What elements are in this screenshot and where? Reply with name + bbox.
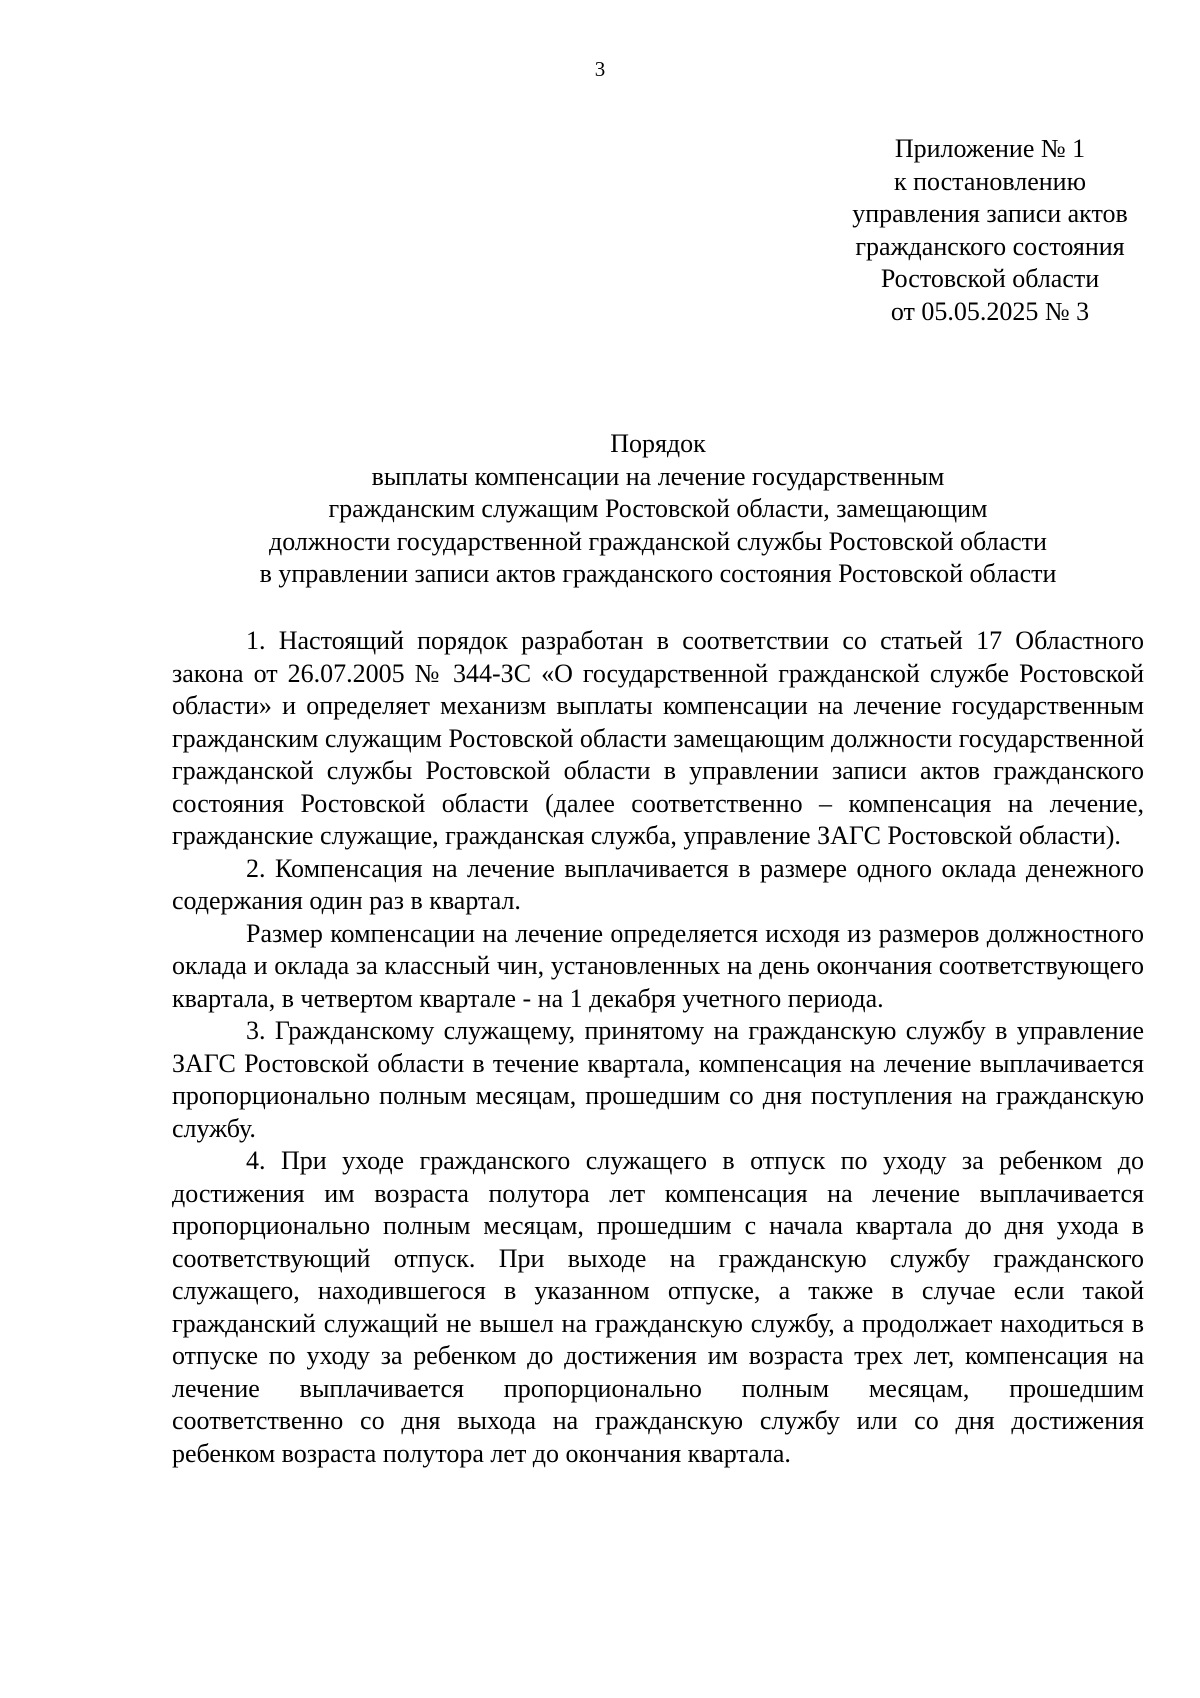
title-line: должности государственной гражданской службы Ростовской области <box>269 526 1047 556</box>
paragraph-2: 2. Компенсация на лечение выплачивается в размере одного оклада денежного содержания один раз в квартал. <box>172 853 1144 915</box>
appendix-line: Приложение № 1 <box>894 134 1086 163</box>
paragraph-1: 1. Настоящий порядок разработан в соответствии со статьей 17 Областного закона от 26.07.2005 № 344-ЗС «О государственной гражданской службе Ростовской области» и определяет механизм выплаты компенсации на лечение государственным гражданским служащим Ростовской области замещающим должности государственной гражданской службы Ростовской области в управлении записи актов гражданского состояния Ростовской области (далее соответственно – компенсация на лечение, гражданские служащие, гражданская служба, управление ЗАГС Ростовской области). <box>172 626 1144 850</box>
page-number: 3 <box>594 57 606 81</box>
title-line: выплаты компенсации на лечение государственным <box>371 461 945 491</box>
paragraph-4: 4. При уходе гражданского служащего в отпуск по уходу за ребенком до достижения им возраста полутора лет компенсация на лечение выплачивается пропорционально полным месяцам, прошедшим с начала квартала до дня ухода в соответствующий отпуск. При выходе на гражданскую службу гражданского служащего, находившегося в указанном отпуске, а также в случае если такой гражданский служащий не вышел на гражданскую службу, а продолжает находиться в отпуске по уходу за ребенком до достижения им возраста трех лет, компенсация на лечение выплачивается пропорционально полным месяцам, прошедшим соответственно со дня выхода на гражданскую службу или со дня достижения ребенком возраста полутора лет до окончания квартала. <box>172 1146 1144 1468</box>
appendix-line: к постановлению <box>893 166 1087 196</box>
title-line: гражданским служащим Ростовской области, замещающим <box>328 494 988 523</box>
paragraph-3: 3. Гражданскому служащему, принятому на гражданскую службу в управление ЗАГС Ростовской области в течение квартала, компенсация на лечение выплачивается пропорционально полным месяцам, прошедшим со дня поступления на гражданскую службу. <box>172 1016 1144 1143</box>
document-title <box>172 428 1144 591</box>
paragraph-2-continued: Размер компенсации на лечение определяется исходя из размеров должностного оклада и оклада за классный чин, установленных на день окончания соответствующего квартала, в четвертом квартале - на 1 декабря учетного периода. <box>172 918 1144 1013</box>
appendix-header <box>800 133 1180 328</box>
document-body <box>172 625 1144 1470</box>
appendix-line: от 05.05.2025 № 3 <box>890 296 1090 326</box>
appendix-line: Ростовской области <box>880 264 1100 293</box>
title-line: Порядок <box>610 429 706 458</box>
appendix-line: гражданского состояния <box>855 231 1125 261</box>
appendix-line: управления записи актов <box>852 199 1128 228</box>
title-line: в управлении записи актов гражданского состояния Ростовской области <box>259 559 1057 588</box>
